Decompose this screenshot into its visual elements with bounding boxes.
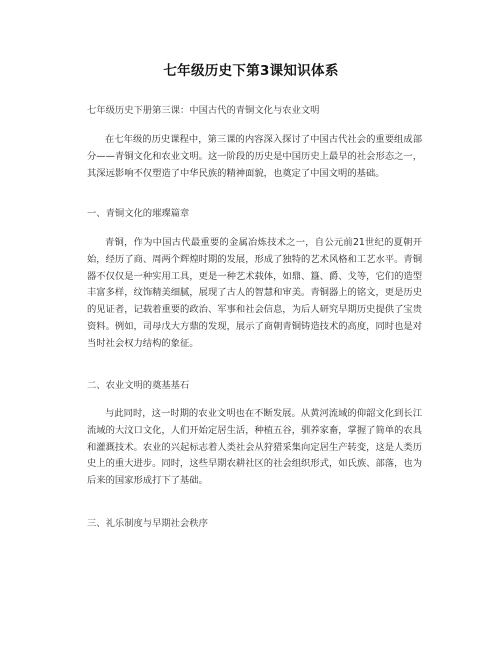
section-paragraph-bronze: 青铜，作为中国古代最重要的金属冶炼技术之一，自公元前21世纪的夏朝开始，经历了商、周两个辉煌时期的发展，形成了独特的艺术风格和工艺水平。青铜器不仅仅是一种实用工具，更是一种艺术载体，如鼎、簋、爵、戈等，它们的造型丰富多样，纹饰精美细腻，展现了古人的智慧和审美。青铜器上的铭文，更是历史的见证者，记载着重要的政治、军事和社会信息，为后人研究早期历史提供了宝贵资料。例如，司母戊大方鼎的发现，展示了商朝青铜铸造技术的高度，同时也是对当时社会权力结构的象征。 (87, 237, 422, 349)
section-heading-bronze: 一、青铜文化的璀璨篇章 (87, 208, 190, 219)
intro-paragraph: 在七年级的历史课程中，第三课的内容深入探讨了中国古代社会的重要组成部分——青铜文化和农业文明。这一阶段的历史是中国历史上最早的社会形态之一，其深远影响不仅塑造了中华民族的精神面貌，也奠定了中国文明的基础。 (87, 134, 422, 179)
section-paragraph-agriculture: 与此同时，这一时期的农业文明也在不断发展。从黄河流域的仰韶文化到长江流域的大汶口文化，人们开始定居生活，种植五谷，驯养家畜，掌握了简单的农具和灌溉技术。农业的兴起标志着人类社会从狩猎采集向定居生产转变，这是人类历史上的重大进步。同时，这些早期农耕社区的社会组织形式，如氏族、部落，也为后来的国家形成打下了基础。 (87, 408, 422, 487)
document-subtitle: 七年级历史下册第三课：中国古代的青铜文化与农业文明 (87, 105, 320, 116)
section-heading-agriculture: 二、农业文明的奠基基石 (87, 380, 190, 391)
document-title: 七年级历史下第3课知识体系 (163, 63, 339, 79)
section-heading-rites: 三、礼乐制度与早期社会秩序 (87, 518, 208, 529)
